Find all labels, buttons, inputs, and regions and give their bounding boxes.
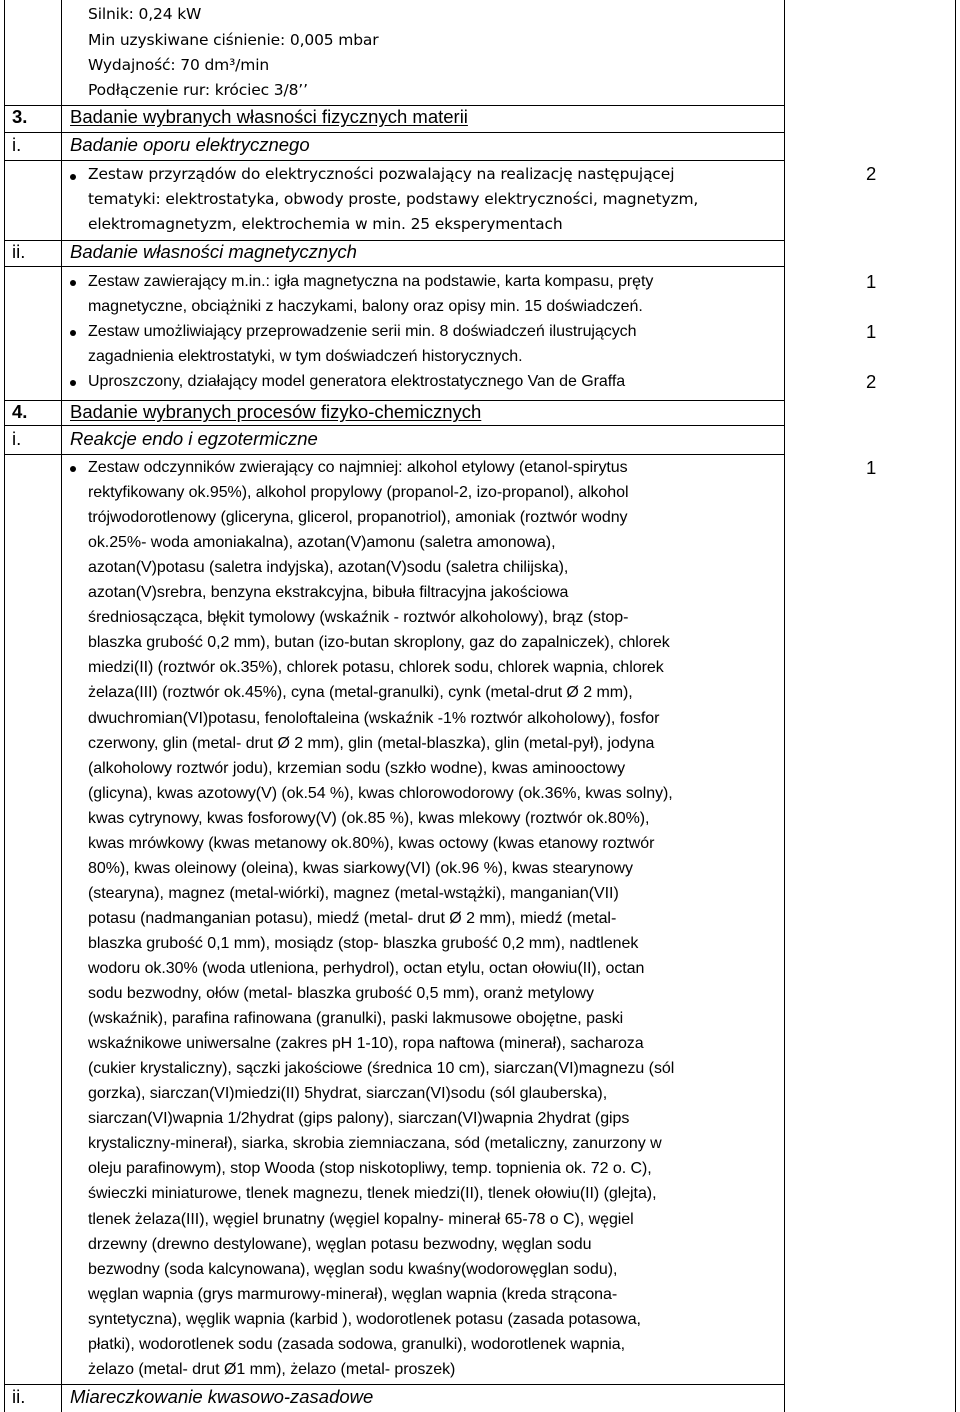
table-border-right (955, 0, 956, 1412)
section-title: Badanie wybranych procesów fizyko-chemicznych (70, 401, 482, 422)
row-line (4, 132, 784, 133)
spec-line: Silnik: 0,24 kW (88, 5, 202, 23)
table-border-col2 (784, 0, 785, 1412)
item-line: zagadnienia elektrostatyki, w tym doświadczeń historycznych. (88, 348, 523, 365)
row-line (4, 1384, 784, 1385)
reagent-line: płatki), wodorotlenek sodu (zasada sodowa, granulki), wodorotlenek wapnia, (88, 1336, 626, 1353)
item-line: Zestaw umożliwiający przeprowadzenie serii min. 8 doświadczeń ilustrujących (88, 323, 637, 340)
reagent-line: kwas mrówkowy (kwas metanowy ok.80%), kwas octowy (kwas etanowy roztwór (88, 835, 655, 852)
section-number: 4. (12, 401, 28, 422)
subsection-title: Miareczkowanie kwasowo-zasadowe (70, 1386, 374, 1407)
spec-line: Min uzyskiwane ciśnienie: 0,005 mbar (88, 31, 379, 49)
row-line (4, 266, 784, 267)
reagent-line: rektyfikowany ok.95%), alkohol propylowy (propanol-2, izo-propanol), alkohol (88, 484, 629, 501)
reagent-line: węglan wapnia (grys marmurowy-minerał), węglan wapnia (kreda strącona- (88, 1286, 618, 1303)
reagent-line: wskaźnikowe uniwersalne (zakres pH 1-10), ropa naftowa (minerał), sacharoza (88, 1035, 644, 1052)
section-title: Badanie wybranych własności fizycznych materii (70, 106, 468, 127)
reagent-line: siarczan(VI)wapnia 1/2hydrat (gips palony), siarczan(VI)wapnia 2hydrat (gips (88, 1110, 630, 1127)
row-line (4, 160, 784, 161)
subsection-mark: i. (12, 134, 22, 155)
reagent-line: świeczki miniaturowe, tlenek magnezu, tlenek miedzi(II), tlenek ołowiu(II) (glejta), (88, 1185, 657, 1202)
reagent-line: blaszka grubość 0,2 mm), butan (izo-butan skroplony, gaz do zapalniczek), chlorek (88, 634, 670, 651)
subsection-mark: ii. (12, 1386, 26, 1407)
item-line: elektromagnetyzm, elektrochemia w min. 25 eksperymentach (88, 215, 563, 233)
reagent-line: sodu bezwodny, ołów (metal- blaszka grubość 0,5 mm), oranż metylowy (88, 985, 594, 1002)
table-border-left (4, 0, 5, 1412)
reagent-line: wodoru ok.30% (woda utleniona, perhydrol), octan etylu, octan ołowiu(II), octan (88, 960, 645, 977)
reagent-line: gorzka), siarczan(VI)miedzi(II) 5hydrat, siarczan(VI)sodu (sól glauberska), (88, 1085, 608, 1102)
bullet-icon (70, 380, 76, 386)
reagent-line: (stearyna), magnez (metal-wiórki), magnez (metal-wstążki), manganian(VII) (88, 885, 619, 902)
reagent-line: (glicyna), kwas azotowy(V) (ok.54 %), kwas chlorowodorowy (ok.36%, kwas solny), (88, 785, 673, 802)
reagent-line: oleju parafinowym), stop Wooda (stop niskotopliwy, temp. topnienia ok. 72 o. C), (88, 1160, 652, 1177)
spec-line: Wydajność: 70 dm³/min (88, 56, 270, 74)
spec-line: Podłączenie rur: króciec 3/8’’ (88, 81, 308, 99)
reagent-line: żelaza(III) (roztwór ok.45%), cyna (metal-granulki), cynk (metal-drut Ø 2 mm), (88, 684, 633, 701)
item-line: magnetyczne, obciążniki z haczykami, balony oraz opisy min. 15 doświadczeń. (88, 298, 643, 315)
reagent-line: azotan(V)srebra, benzyna ekstrakcyjna, bibuła filtracyjna jakościowa (88, 584, 569, 601)
bullet-icon (70, 330, 76, 336)
bullet-icon (70, 174, 76, 180)
reagent-line: drzewny (drewno destylowane), węglan potasu bezwodny, węglan sodu (88, 1236, 592, 1253)
reagent-line: Zestaw odczynników zwierający co najmniej: alkohol etylowy (etanol-spirytus (88, 459, 628, 476)
reagent-line: dwuchromian(VI)potasu, fenoloftaleina (wskaźnik -1% roztwór alkoholowy), fosfor (88, 710, 660, 727)
reagent-line: trójwodorotlenowy (gliceryna, glicerol, propanotriol), amoniak (roztwór wodny (88, 509, 628, 526)
reagent-line: (alkoholowy roztwór jodu), krzemian sodu (szkło wodne), kwas aminooctowy (88, 760, 626, 777)
reagent-line: miedzi(II) (roztwór ok.35%), chlorek potasu, chlorek sodu, chlorek wapnia, chlorek (88, 659, 664, 676)
row-line (4, 425, 784, 426)
subsection-title: Reakcje endo i egzotermiczne (70, 428, 318, 449)
reagent-line: (cukier krystaliczny), sączki jakościowe (średnica 10 cm), siarczan(VI)magnezu (sól (88, 1060, 675, 1077)
item-line: Zestaw zawierający m.in.: igła magnetyczna na podstawie, karta kompasu, pręty (88, 273, 654, 290)
reagent-line: tlenek żelaza(III), węgiel brunatny (węgiel kopalny- minerał 65-78 o C), węgiel (88, 1211, 634, 1228)
reagent-line: potasu (nadmanganian potasu), miedź (metal- drut Ø 2 mm), miedź (metal- (88, 910, 617, 927)
reagent-line: krystaliczny-minerał), siarka, skrobia ziemniaczana, sód (metaliczny, zanurzony w (88, 1135, 662, 1152)
reagent-line: blaszka grubość 0,1 mm), mosiądz (stop- blaszka grubość 0,2 mm), nadtlenek (88, 935, 639, 952)
subsection-title: Badanie własności magnetycznych (70, 241, 357, 262)
quantity: 1 (866, 321, 877, 342)
quantity: 1 (866, 457, 877, 478)
bullet-icon (70, 280, 76, 286)
reagent-line: żelazo (metal- drut Ø1 mm), żelazo (metal- proszek) (88, 1361, 456, 1378)
bullet-icon (70, 466, 76, 472)
item-line: Uproszczony, działający model generatora elektrostatycznego Van de Graffa (88, 373, 626, 390)
reagent-line: bezwodny (soda kalcynowana), węglan sodu kwaśny(wodorowęglan sodu), (88, 1261, 618, 1278)
item-line: Zestaw przyrządów do elektryczności pozwalający na realizację następującej (88, 165, 675, 183)
reagent-line: czerwony, glin (metal- drut Ø 2 mm), glin (metal-blaszka), glin (metal-pył), jodyna (88, 735, 655, 752)
reagent-line: syntetyczna), węglik wapnia (karbid ), wodorotlenek potasu (zasada potasowa, (88, 1311, 641, 1328)
subsection-mark: i. (12, 428, 22, 449)
subsection-title: Badanie oporu elektrycznego (70, 134, 310, 155)
item-line: tematyki: elektrostatyka, obwody proste, podstawy elektryczności, magnetyzm, (88, 190, 699, 208)
reagent-line: 80%), kwas oleinowy (oleina), kwas siarkowy(VI) (ok.96 %), kwas stearynowy (88, 860, 633, 877)
quantity: 2 (866, 371, 877, 392)
row-line (4, 454, 784, 455)
reagent-line: kwas cytrynowy, kwas fosforowy(V) (ok.85 %), kwas mlekowy (roztwór ok.80%), (88, 810, 650, 827)
section-number: 3. (12, 106, 28, 127)
quantity: 1 (866, 271, 877, 292)
reagent-line: azotan(V)potasu (saletra indyjska), azotan(V)sodu (saletra chilijska), (88, 559, 569, 576)
reagent-line: ok.25%- woda amoniakalna), azotan(V)amonu (saletra amonowa), (88, 534, 556, 551)
reagent-line: (wskaźnik), parafina rafinowana (granulki), paski lakmusowe obojętne, paski (88, 1010, 624, 1027)
subsection-mark: ii. (12, 241, 26, 262)
reagent-line: średniosącząca, błękit tymolowy (wskaźnik - roztwór alkoholowy), brąz (stop- (88, 609, 629, 626)
quantity: 2 (866, 163, 877, 184)
table-border-col1 (61, 0, 62, 1412)
